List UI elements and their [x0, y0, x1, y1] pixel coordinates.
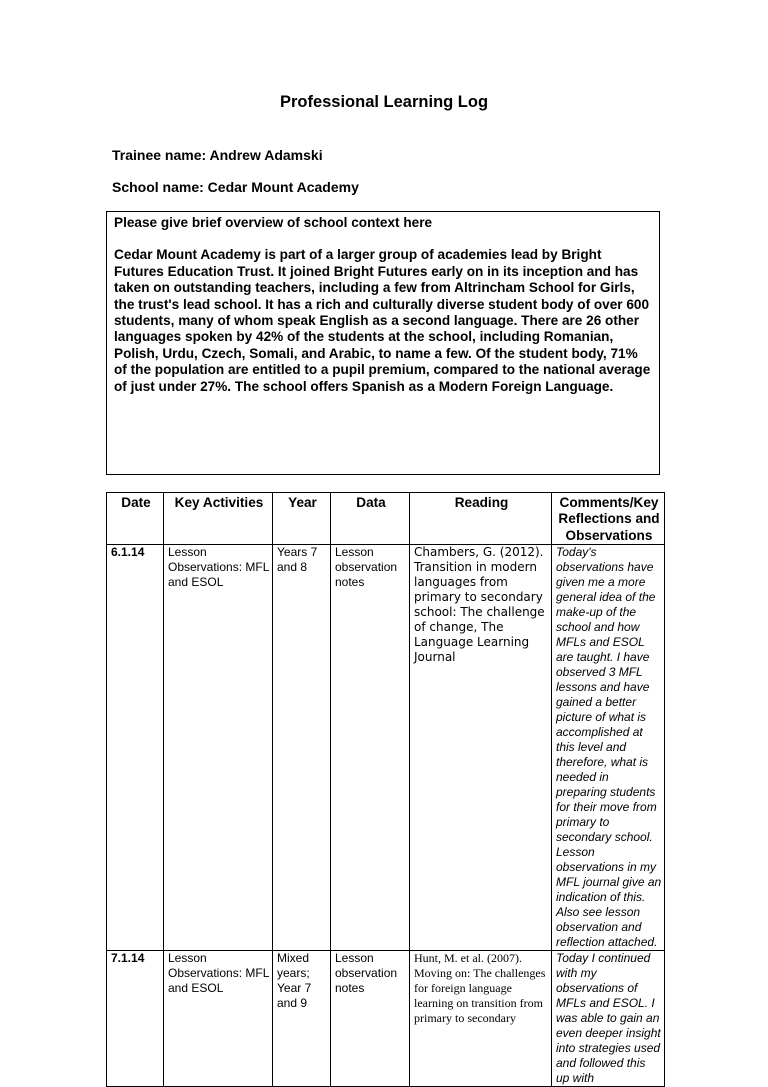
header-date: Date [107, 493, 164, 545]
trainee-name: Trainee name: Andrew Adamski [112, 147, 323, 163]
row-data: Lesson observation notes [331, 951, 410, 1087]
school-name: School name: Cedar Mount Academy [112, 179, 359, 195]
header-data: Data [331, 493, 410, 545]
header-reading: Reading [410, 493, 552, 545]
table-header-row [107, 493, 665, 545]
learning-log-table [106, 492, 665, 1087]
row-comments: Today I continued with my observations of MFLs and ESOL. I was able to gain an even deeper insight into strategies used and followed this up with [552, 951, 665, 1087]
context-body: Cedar Mount Academy is part of a larger group of academies lead by Bright Futures Education Trust. It joined Bright Futures early on in its inception and has taken on outstanding teachers, including a few from Altrincham School for Girls, the trust's lead school. It has a rich and culturally diverse student body of over 600 students, many of whom speak English as a second language. There are 26 other languages spoken by 42% of the students at the school, including Romanian, Polish, Urdu, Czech, Somali, and Arabic, to name a few. Of the student body, 71% of the population are entitled to a pupil premium, compared to the national average of just under 27%. The school offers Spanish as a Modern Foreign Language. [114, 247, 651, 394]
row-reading: Chambers, G. (2012). Transition in modern languages from primary to secondary school: The challenge of change, The Language Learning Journal [410, 545, 552, 951]
row-data: Lesson observation notes [331, 545, 410, 951]
table-row [107, 545, 665, 951]
context-heading: Please give brief overview of school context here [114, 215, 433, 230]
row-year: Mixed years; Year 7 and 9 [273, 951, 331, 1087]
document-title: Professional Learning Log [279, 93, 489, 111]
row-comments: Today's observations have given me a more general idea of the make-up of the school and how MFLs and ESOL are taught. I have observed 3 MFL lessons and have gained a better picture of what is accomplished at this level and therefore, what is needed in preparing students for their move from primary to secondary school. Lesson observations in my MFL journal give an indication of this. Also see lesson observation and reflection attached. [552, 545, 665, 951]
row-year: Years 7 and 8 [273, 545, 331, 951]
row-reading: Hunt, M. et al. (2007). Moving on: The challenges for foreign language learning on transition from primary to secondary [410, 951, 552, 1087]
row-activities: Lesson Observations: MFL and ESOL [164, 545, 273, 951]
school-context-box [106, 211, 660, 475]
header-key-activities: Key Activities [164, 493, 273, 545]
table-row [107, 951, 665, 1087]
header-year: Year [273, 493, 331, 545]
row-activities: Lesson Observations: MFL and ESOL [164, 951, 273, 1087]
header-comments: Comments/Key Reflections and Observations [552, 493, 665, 545]
row-date: 7.1.14 [107, 951, 164, 1087]
row-date: 6.1.14 [107, 545, 164, 951]
